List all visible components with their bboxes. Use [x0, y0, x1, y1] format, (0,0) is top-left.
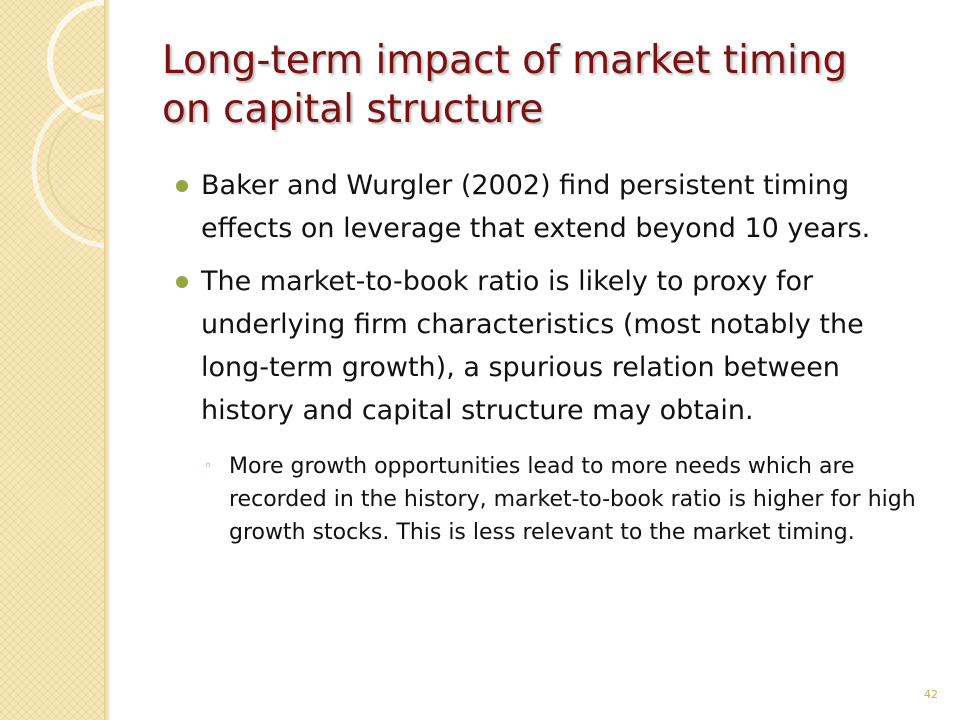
bullet-dot-icon [176, 180, 188, 192]
slide-page-number: 42 [924, 688, 938, 701]
bullet-item-1 [176, 164, 928, 250]
decorative-circles-icon [0, 0, 104, 260]
sub-bullet-item-1 [204, 450, 928, 549]
slide-title [162, 36, 922, 134]
bullet-text-2: The market-to-book ratio is likely to proxy for underlying firm characteristics (most notably the long-term growth), a spurious relation between history and capital structure may obtain. [201, 266, 864, 426]
bullet-item-2 [176, 260, 928, 432]
side-panel-edge [104, 0, 110, 720]
bullet-dot-icon [176, 276, 188, 288]
slide-title-line-2: on capital structure [162, 87, 544, 132]
slide-title-line-1: Long-term impact of market timing [162, 38, 848, 83]
side-decoration-panel [0, 0, 104, 720]
bullet-text-1: Baker and Wurgler (2002) find persistent timing effects on leverage that extend beyond 10 years. [201, 170, 871, 244]
slide-content [176, 164, 928, 549]
sub-bullet-text-1: More growth opportunities lead to more needs which are recorded in the history, market-to-book ratio is higher for high growth stocks. This is less relevant to the market timing. [229, 454, 916, 545]
hollow-circle-icon: ◦ [204, 458, 213, 474]
